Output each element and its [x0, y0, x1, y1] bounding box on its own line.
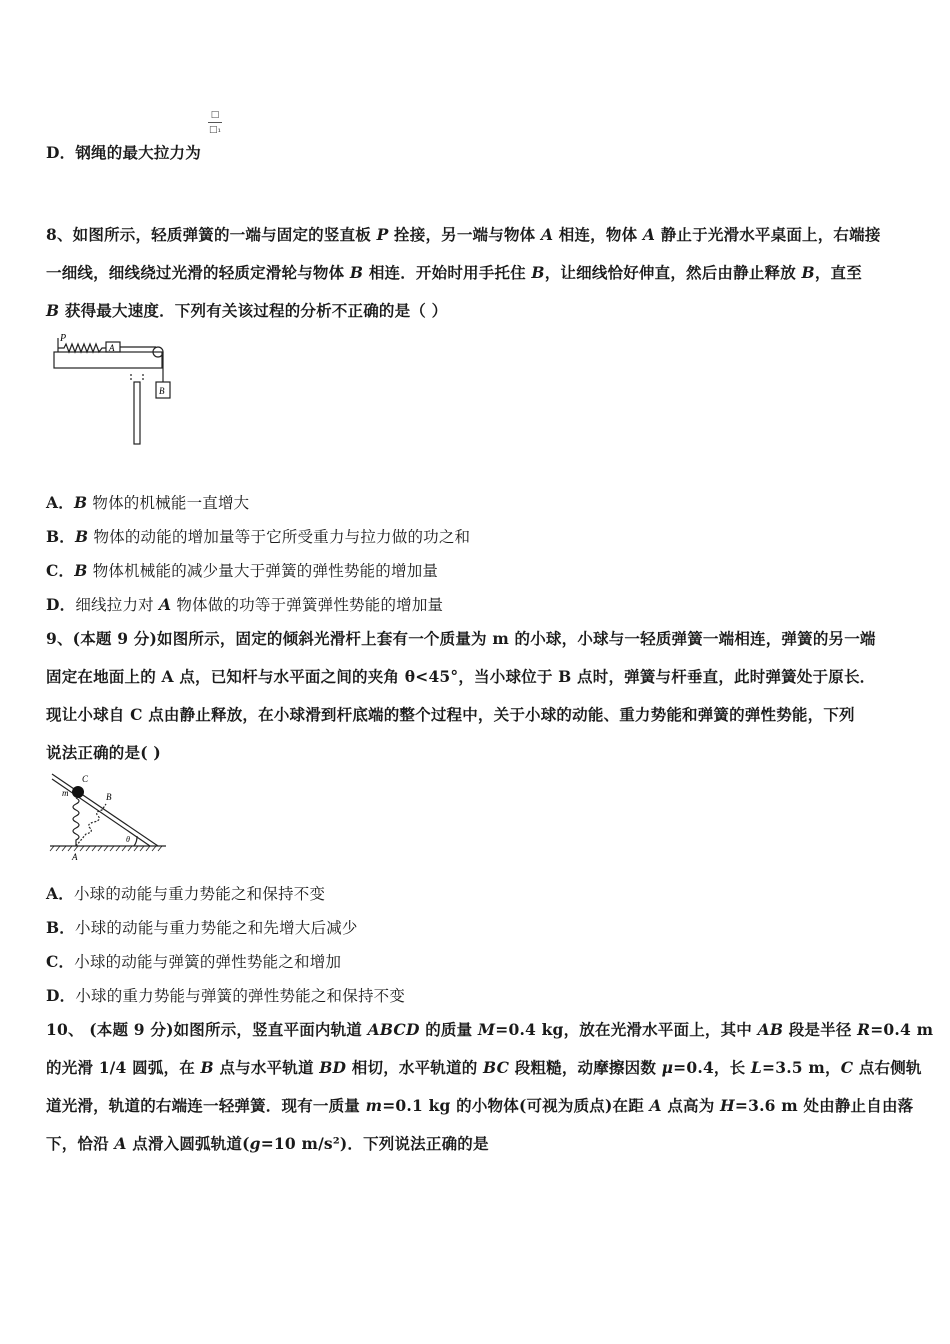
- var-b: B: [200, 1058, 214, 1077]
- label-p: P: [60, 333, 67, 344]
- q10-text: =0.1 kg 的小物体(可视为质点)在距: [382, 1096, 650, 1115]
- q8-figure: [48, 330, 188, 450]
- ground-hatch: [50, 846, 162, 851]
- option-key: C．: [46, 561, 75, 580]
- q8-text: ，直至: [814, 263, 862, 282]
- q8-stem-line2: [46, 261, 862, 283]
- q8-stem-line3: [46, 299, 447, 321]
- spring-vertical: [73, 798, 79, 846]
- q10-text: 点高为: [661, 1096, 721, 1115]
- label-a: A: [72, 852, 78, 862]
- var-abcd: ABCD: [367, 1020, 420, 1039]
- var-bc: BC: [483, 1058, 510, 1077]
- q9-option-a: [46, 882, 325, 904]
- var-b: B: [73, 493, 88, 512]
- q10-text: 点与水平轨道: [213, 1058, 320, 1077]
- option-key: B．: [46, 527, 76, 546]
- q9-option-d: [46, 984, 405, 1006]
- option-text: 物体做的功等于弹簧弹性势能的增加量: [171, 596, 444, 614]
- q10-text: 点右侧轨: [853, 1058, 922, 1077]
- var-c: C: [840, 1058, 854, 1077]
- var-p: P: [376, 225, 389, 244]
- var-b: B: [74, 561, 88, 580]
- q10-text: 10、 (本题 9 分)如图所示，竖直平面内轨道: [46, 1020, 368, 1039]
- var-b: B: [75, 527, 89, 546]
- var-a: A: [540, 225, 554, 244]
- var-a: A: [649, 1096, 662, 1115]
- q10-stem-line3: [46, 1094, 913, 1116]
- q10-text: 相切，水平轨道的: [346, 1058, 483, 1077]
- q10-text: =10 m/s²)．下列说法正确的是: [260, 1134, 489, 1153]
- support-post: [134, 382, 140, 444]
- fraction: [207, 110, 223, 135]
- q8-text: 获得最大速度．下列有关该过程的分析不正确的是（ ）: [59, 301, 448, 320]
- q7-option-d: [46, 141, 201, 163]
- option-key: D．: [46, 595, 76, 614]
- q10-text: =3.6 m 处由静止自由落: [734, 1096, 914, 1115]
- option-text: 细线拉力对: [75, 596, 159, 614]
- var-a: A: [158, 595, 172, 614]
- option-key: D．: [46, 986, 76, 1005]
- ball: [72, 786, 84, 798]
- q7-option-d-text: D．钢绳的最大拉力为: [46, 143, 201, 162]
- q10-text: 下，恰沿: [46, 1134, 115, 1153]
- spring-dashed: [76, 804, 106, 846]
- q9-stem-line4: 说法正确的是( ): [46, 743, 161, 762]
- option-text: 小球的重力势能与弹簧的弹性势能之和保持不变: [75, 987, 406, 1005]
- q10-text: 的质量: [419, 1020, 478, 1039]
- var-m: m: [365, 1096, 383, 1115]
- q10-text: =0.4 m: [870, 1020, 934, 1039]
- label-a: A: [109, 343, 115, 353]
- option-text: 物体的机械能一直增大: [87, 494, 250, 512]
- option-text: 小球的动能与弹簧的弹性势能之和增加: [74, 953, 342, 971]
- q10-text: =0.4 kg，放在光滑水平面上，其中: [495, 1020, 758, 1039]
- option-key: C．: [46, 952, 75, 971]
- q10-stem-line1: [46, 1018, 933, 1040]
- q9-option-c: [46, 950, 341, 972]
- option-text: 物体的动能的增加量等于它所受重力与拉力做的功之和: [88, 528, 471, 546]
- q8-text: 8、如图所示，轻质弹簧的一端与固定的竖直板: [46, 225, 377, 244]
- q10-text: =3.5 m，: [762, 1058, 841, 1077]
- option-text: 小球的动能与重力势能之和先增大后减少: [75, 919, 358, 937]
- var-b: B: [801, 263, 815, 282]
- q8-stem-line1: [46, 223, 881, 245]
- fraction-bar: [208, 122, 222, 123]
- q8-text: 相连．开始时用手托住: [363, 263, 532, 282]
- spring: [58, 344, 106, 352]
- q10-text: 段是半径: [783, 1020, 858, 1039]
- var-m-upper: M: [477, 1020, 496, 1039]
- q8-text: 静止于光滑水平桌面上，右端接: [655, 225, 881, 244]
- q8-text: 相连，物体: [553, 225, 643, 244]
- option-text: 小球的动能与重力势能之和保持不变: [73, 885, 326, 903]
- var-bd: BD: [319, 1058, 347, 1077]
- q8-option-a: [46, 491, 249, 513]
- q10-stem-line4: [46, 1132, 489, 1154]
- angle-arc: [134, 836, 137, 846]
- var-b: B: [531, 263, 545, 282]
- label-m: m: [62, 788, 69, 798]
- var-a: A: [642, 225, 656, 244]
- fraction-denominator: □₁: [208, 125, 222, 135]
- q9-figure: [46, 770, 176, 865]
- q10-stem-line2: [46, 1056, 922, 1078]
- option-key: A．: [46, 884, 74, 903]
- option-key: B．: [46, 918, 76, 937]
- var-mu: μ: [661, 1058, 674, 1077]
- label-b: B: [159, 386, 165, 396]
- q9-stem-line1: 9、(本题 9 分)如图所示，固定的倾斜光滑杆上套有一个质量为 m 的小球，小球与一轻质弹簧一端相连，弹簧的另一端: [46, 629, 876, 648]
- var-g: g: [249, 1134, 261, 1153]
- q8-option-c: [46, 559, 438, 581]
- var-h: H: [720, 1096, 735, 1115]
- q8-text: 一细线，细线绕过光滑的轻质定滑轮与物体: [46, 263, 350, 282]
- q8-text: 拴接，另一端与物体: [388, 225, 541, 244]
- table: [54, 352, 162, 368]
- q10-text: =0.4，长: [673, 1058, 751, 1077]
- option-key: A．: [46, 493, 74, 512]
- fraction-numerator: □: [210, 110, 220, 120]
- q8-option-d: [46, 593, 443, 615]
- var-r: R: [857, 1020, 871, 1039]
- q8-text: ，让细线恰好伸直，然后由静止释放: [544, 263, 802, 282]
- q10-text: 段粗糙，动摩擦因数: [509, 1058, 662, 1077]
- var-ab: AB: [757, 1020, 784, 1039]
- q10-text: 道光滑，轨道的右端连一轻弹簧．现有一质量: [46, 1096, 366, 1115]
- q9-option-b: [46, 916, 358, 938]
- q10-text: 点滑入圆弧轨道(: [126, 1134, 250, 1153]
- var-b: B: [46, 301, 60, 320]
- var-a: A: [114, 1134, 127, 1153]
- label-theta: θ: [126, 835, 130, 844]
- rod: [52, 774, 158, 846]
- label-b: B: [106, 792, 112, 802]
- var-b: B: [349, 263, 364, 282]
- q9-stem-line2: 固定在地面上的 A 点，已知杆与水平面之间的夹角 θ<45°，当小球位于 B 点时，弹簧与杆垂直，此时弹簧处于原长．: [46, 667, 876, 686]
- var-l: L: [750, 1058, 763, 1077]
- option-text: 物体机械能的减少量大于弹簧的弹性势能的增加量: [87, 562, 439, 580]
- label-c: C: [82, 774, 89, 784]
- q10-text: 的光滑 1/4 圆弧，在: [46, 1058, 201, 1077]
- q8-option-b: [46, 525, 470, 547]
- q9-stem-line3: 现让小球自 C 点由静止释放，在小球滑到杆底端的整个过程中，关于小球的动能、重力势能和弹簧的弹性势能，下列: [46, 705, 855, 724]
